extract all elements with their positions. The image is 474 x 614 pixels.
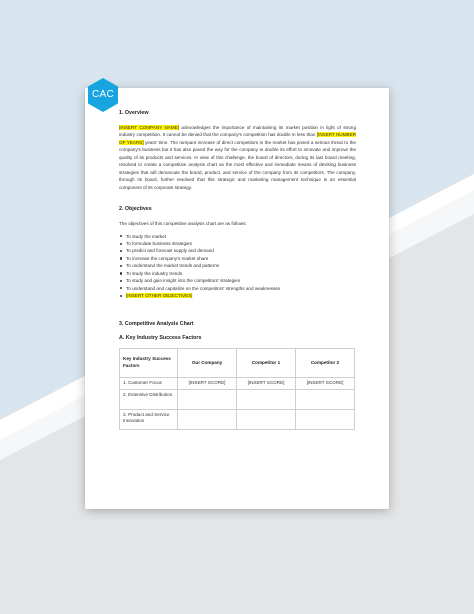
list-item: To understand the market trends and patterns xyxy=(119,262,356,269)
score-cell: [INSERT SCORE] xyxy=(296,377,355,389)
table-header-row xyxy=(120,348,355,377)
list-item: To study the industry trends xyxy=(119,270,356,277)
factor-cell: 2. Extensive Distribution xyxy=(120,389,178,409)
objectives-list xyxy=(119,233,356,300)
score-cell: [INSERT SCORE] xyxy=(178,377,237,389)
list-item: To study and gain insight into the competitors' strategies xyxy=(119,277,356,284)
bullet-icon xyxy=(120,235,122,237)
score-cell xyxy=(178,409,237,429)
column-header: Competitor 2 xyxy=(296,348,355,377)
logo-text: CAC xyxy=(91,89,114,100)
document-content xyxy=(119,110,356,430)
list-item: To increase the company's market share xyxy=(119,255,356,262)
table-row xyxy=(120,389,355,409)
analysis-heading: 3. Competitive Analysis Chart xyxy=(119,320,194,327)
score-cell: [INSERT SCORE] xyxy=(237,377,296,389)
bullet-icon xyxy=(120,243,122,245)
bullet-icon xyxy=(120,265,122,267)
list-item: To understand and capitalize on the competitors' strengths and weaknesses xyxy=(119,285,356,292)
overview-paragraph xyxy=(119,124,356,191)
score-cell xyxy=(296,409,355,429)
list-item: To formulate business strategies xyxy=(119,240,356,247)
objectives-heading: 2. Objectives xyxy=(119,206,152,213)
score-cell xyxy=(178,389,237,409)
factor-cell: 3. Product and Service Innovation xyxy=(120,409,178,429)
other-objectives-placeholder: [INSERT OTHER OBJECTIVES] xyxy=(126,293,193,299)
objectives-intro: The objectives of this competitive analysis chart are as follows: xyxy=(119,221,247,227)
bullet-icon xyxy=(120,280,122,282)
bullet-icon xyxy=(120,295,122,297)
years-placeholder: [INSERT NUMBER OF YEARS] xyxy=(119,132,356,145)
table-row xyxy=(120,409,355,429)
factor-cell: 1. Customer Focus xyxy=(120,377,178,389)
column-header: Our Company xyxy=(178,348,237,377)
bullet-icon xyxy=(120,257,122,259)
analysis-subheading: A. Key Industry Success Factors xyxy=(119,334,202,341)
list-item: To predict and forecast supply and demand xyxy=(119,247,356,254)
bullet-icon xyxy=(120,250,122,252)
score-cell xyxy=(296,389,355,409)
overview-text-2: years' time. The rampant increase of direct competitors in the market has posed a serious threat to the company's business but it has also paved the way for the company to double its effort to innovate and improve the quality of its products and services. In view of this challenge, the board of directors, during its last board meeting, resolved to create a competitive analysis chart as the most effective and immediate means of devising business strategies that will demarcate the brand, product, and service of the company from its competitors. The company, through its board, further resolved that this strategic and marketing management technique is an essential component of its corporate strategy. xyxy=(119,139,356,190)
list-item: To study the market xyxy=(119,233,356,240)
success-factors-table xyxy=(119,348,355,430)
score-cell xyxy=(237,409,296,429)
column-header: Key Industry Success Factors xyxy=(120,348,178,377)
column-header: Competitor 1 xyxy=(237,348,296,377)
score-cell xyxy=(237,389,296,409)
bullet-icon xyxy=(120,287,122,289)
table-row xyxy=(120,377,355,389)
list-item xyxy=(119,292,356,299)
bullet-icon xyxy=(120,272,122,274)
overview-heading: 1. Overview xyxy=(119,110,149,116)
overview-text-1: acknowledges the importance of maintaining its market position in light of strong industry competition. It cannot be denied that the company's competition has double in less than xyxy=(119,125,356,138)
company-name-placeholder: [INSERT COMPANY NAME] xyxy=(119,125,180,130)
